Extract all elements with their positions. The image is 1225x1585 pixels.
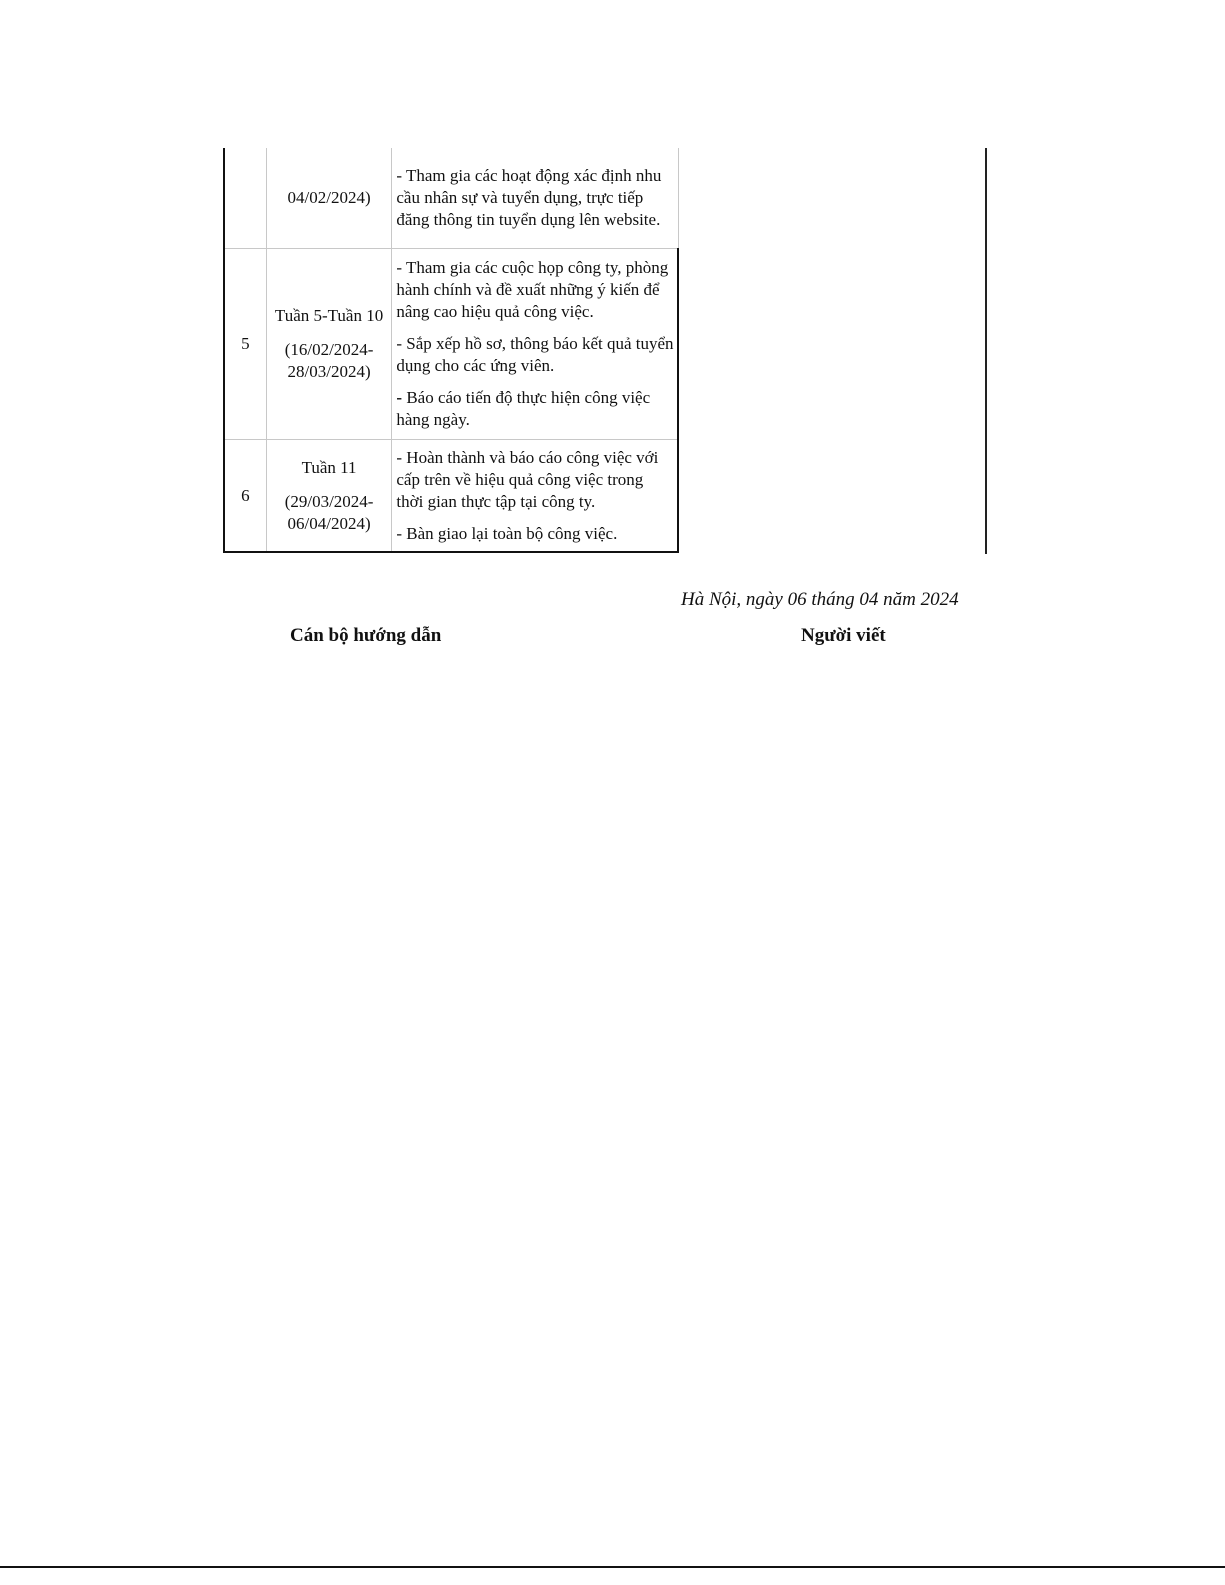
task-cell (392, 440, 678, 553)
task-cell (392, 249, 678, 440)
page-bottom-line (0, 1566, 1225, 1568)
task-line (396, 387, 674, 431)
writer-signature-label: Người viết (801, 625, 886, 646)
table-row (224, 249, 678, 440)
table-row (224, 440, 678, 553)
time-cell (266, 440, 392, 553)
row-number-cell (224, 148, 266, 249)
task-line (396, 447, 674, 513)
row-number-cell: 6 (224, 440, 266, 553)
time-cell (266, 148, 392, 249)
task-line (396, 257, 674, 323)
signing-date: Hà Nội, ngày 06 tháng 04 năm 2024 (681, 589, 959, 610)
task-text: - Tham gia các hoạt động xác định nhu cầu nhân sự và tuyển dụng, trực tiếp đăng thông tin tuyển dụng lên website. (396, 166, 662, 229)
task-text: - Hoàn thành và báo cáo công việc với cấp trên về hiệu quả công việc trong thời gian thực tập tại công ty. (396, 447, 659, 511)
time-line: 28/03/2024) (287, 362, 371, 381)
task-line (396, 165, 674, 231)
time-line: Tuần 11 (301, 457, 357, 477)
supervisor-signature-label: Cán bộ hướng dẫn (290, 625, 442, 646)
task-text: - Bàn giao lại toàn bộ công việc. (396, 523, 618, 543)
time-cell (266, 249, 392, 440)
task-line (396, 333, 674, 377)
task-text: Báo cáo tiến độ thực hiện công việc hàng ngày. (396, 388, 651, 429)
right-border-line (985, 148, 987, 554)
task-text: - Tham gia các cuộc họp công ty, phòng hành chính và đề xuất những ý kiến để nâng cao hiệu quả công việc. (396, 258, 669, 321)
time-line: (29/03/2024- (284, 491, 374, 511)
row-number-cell: 5 (224, 249, 266, 440)
time-line: 04/02/2024) (287, 188, 371, 207)
work-schedule-table (223, 148, 679, 553)
task-text: - Sắp xếp hồ sơ, thông báo kết quả tuyển dụng cho các ứng viên. (396, 334, 674, 375)
task-bullet: - (396, 388, 403, 407)
time-line: 06/04/2024) (287, 513, 371, 533)
task-cell (392, 148, 678, 249)
task-line (396, 523, 674, 545)
time-line: Tuần 5-Tuần 10 (274, 306, 384, 325)
time-line: (16/02/2024- (284, 340, 374, 359)
table-row (224, 148, 678, 249)
